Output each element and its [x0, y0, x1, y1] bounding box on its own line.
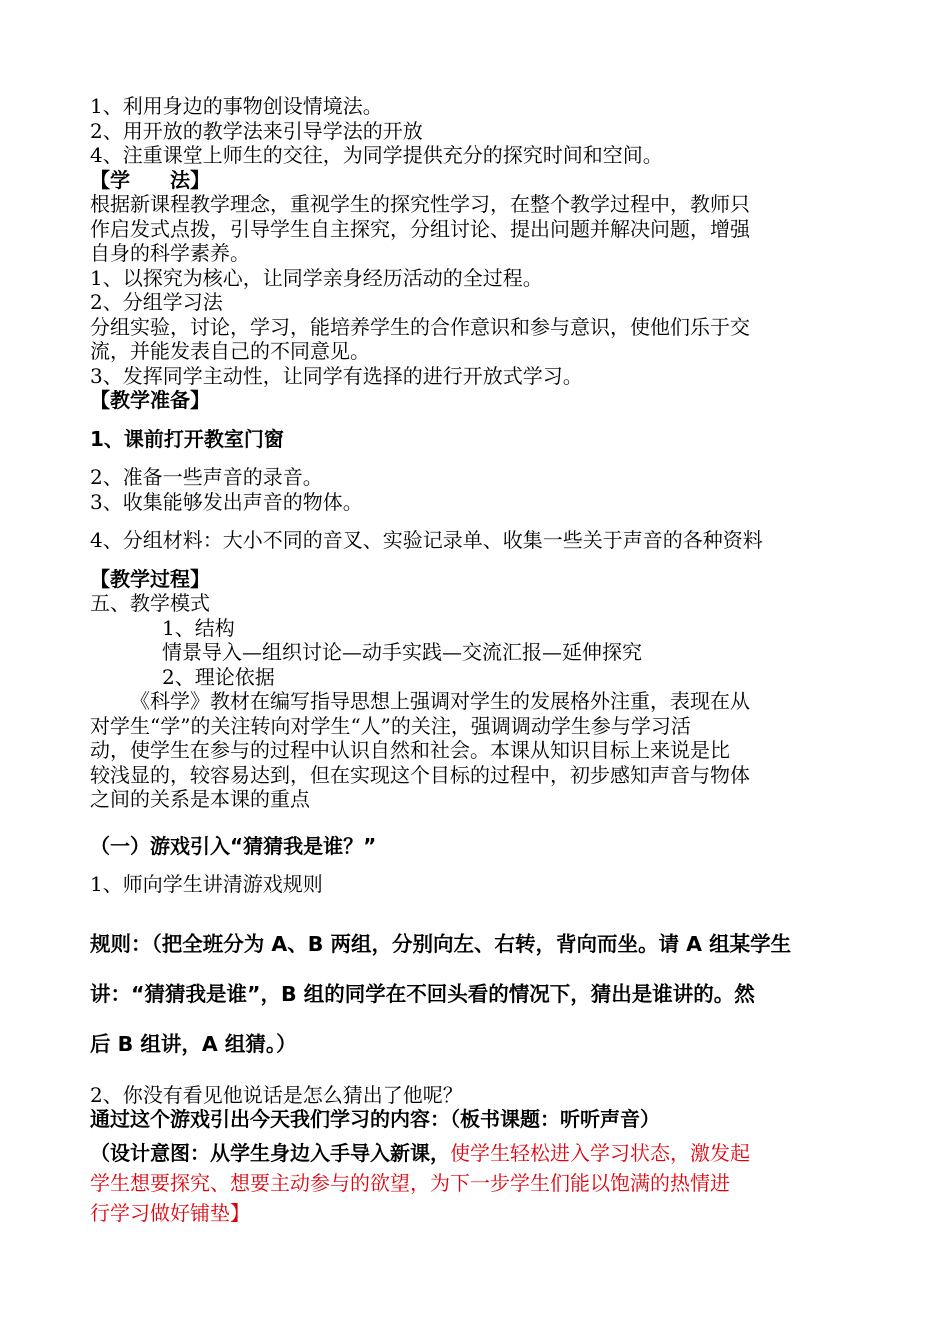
lead-out: 通过这个游戏引出今天我们学习的内容：（板书课题：听听声音）: [90, 1107, 660, 1131]
study-item: 2、分组学习法: [90, 290, 223, 314]
theory-text: [90, 689, 870, 812]
design-intent: [90, 1138, 870, 1228]
theory-title: 2、理论依据: [162, 664, 275, 689]
study-intro-line: 根据新课程教学理念，重视学生的探究性学习，在整个教学过程中，教师只: [90, 192, 750, 216]
method-item: 2、用开放的教学法来引导学法的开放: [90, 118, 423, 143]
theory-line: 较浅显的，较容易达到，但在实现这个目标的过程中，初步感知声音与物体: [90, 762, 750, 787]
study-items: [90, 266, 870, 389]
study-intro: [90, 192, 870, 266]
game-step-1: 1、师向学生讲清游戏规则: [90, 872, 323, 896]
rule-line: 规则：（把全班分为 A、B 两组，分别向左、右转，背向而坐。请 A 组某学生: [90, 931, 792, 956]
structure-flow: 情景导入—组织讨论—动手实践—交流汇报—延伸探究: [162, 640, 642, 664]
structure-title: 1、结构: [162, 615, 235, 640]
rule-line: 讲：“猜猜我是谁”，B 组的同学在不回头看的情况下，猜出是谁讲的。然: [90, 981, 755, 1006]
study-item: 3、发挥同学主动性，让同学有选择的进行开放式学习。: [90, 363, 583, 388]
prep-item-1: 1、课前打开教室门窗: [90, 426, 284, 451]
game-heading: （一）游戏引入“猜猜我是谁？”: [90, 833, 377, 858]
prep-items: [90, 465, 870, 514]
prep-item: 3、收集能够发出声音的物体。: [90, 489, 363, 514]
theory-line: 《科学》教材在编写指导思想上强调对学生的发展格外注重，表现在从: [130, 689, 750, 713]
method-list: [90, 94, 870, 168]
study-intro-line: 自身的科学素养。: [90, 241, 250, 265]
design-intent-highlight: 学生想要探究、想要主动参与的欲望，为下一步学生们能以饱满的热情进: [90, 1170, 730, 1195]
prep-item: 2、准备一些声音的录音。: [90, 465, 323, 489]
rule-line: 后 B 组讲，A 组猜。）: [90, 1031, 297, 1056]
study-item: 1、以探究为核心，让同学亲身经历活动的全过程。: [90, 265, 543, 290]
theory-line: 动，使学生在参与的过程中认识自然和社会。本课从知识目标上来说是比: [90, 738, 730, 762]
game-step-2: 2、你没有看见他说话是怎么猜出了他呢？: [90, 1082, 463, 1107]
process-heading: 【教学过程】: [90, 566, 210, 591]
study-intro-line: 作启发式点拨，引导学生自主探究，分组讨论、提出问题并解决问题，增强: [90, 216, 750, 241]
study-heading: 【学 法】: [90, 167, 210, 192]
design-intent-highlight: 使学生轻松进入学习状态，激发起: [450, 1140, 750, 1165]
theory-line: 对学生“学”的关注转向对学生“人”的关注，强调调动学生参与学习活: [90, 713, 691, 738]
study-item: 流，并能发表自己的不同意见。: [90, 339, 370, 363]
study-item: 分组实验，讨论，学习，能培养学生的合作意识和参与意识，使他们乐于交: [90, 314, 750, 339]
prep-heading: 【教学准备】: [90, 388, 210, 412]
rules-block: [90, 919, 870, 1069]
mode-title: 五、教学模式: [90, 591, 210, 615]
design-intent-highlight: 行学习做好铺垫】: [90, 1200, 250, 1225]
theory-line: 之间的关系是本课的重点: [90, 787, 310, 811]
prep-item-4: 4、分组材料：大小不同的音叉、实验记录单、收集一些关于声音的各种资料: [90, 528, 763, 552]
method-item: 4、注重课堂上师生的交往，为同学提供充分的探究时间和空间。: [90, 143, 663, 167]
method-item: 1、利用身边的事物创设情境法。: [90, 94, 383, 118]
design-intent-label: （设计意图：从学生身边入手导入新课，: [90, 1140, 450, 1165]
